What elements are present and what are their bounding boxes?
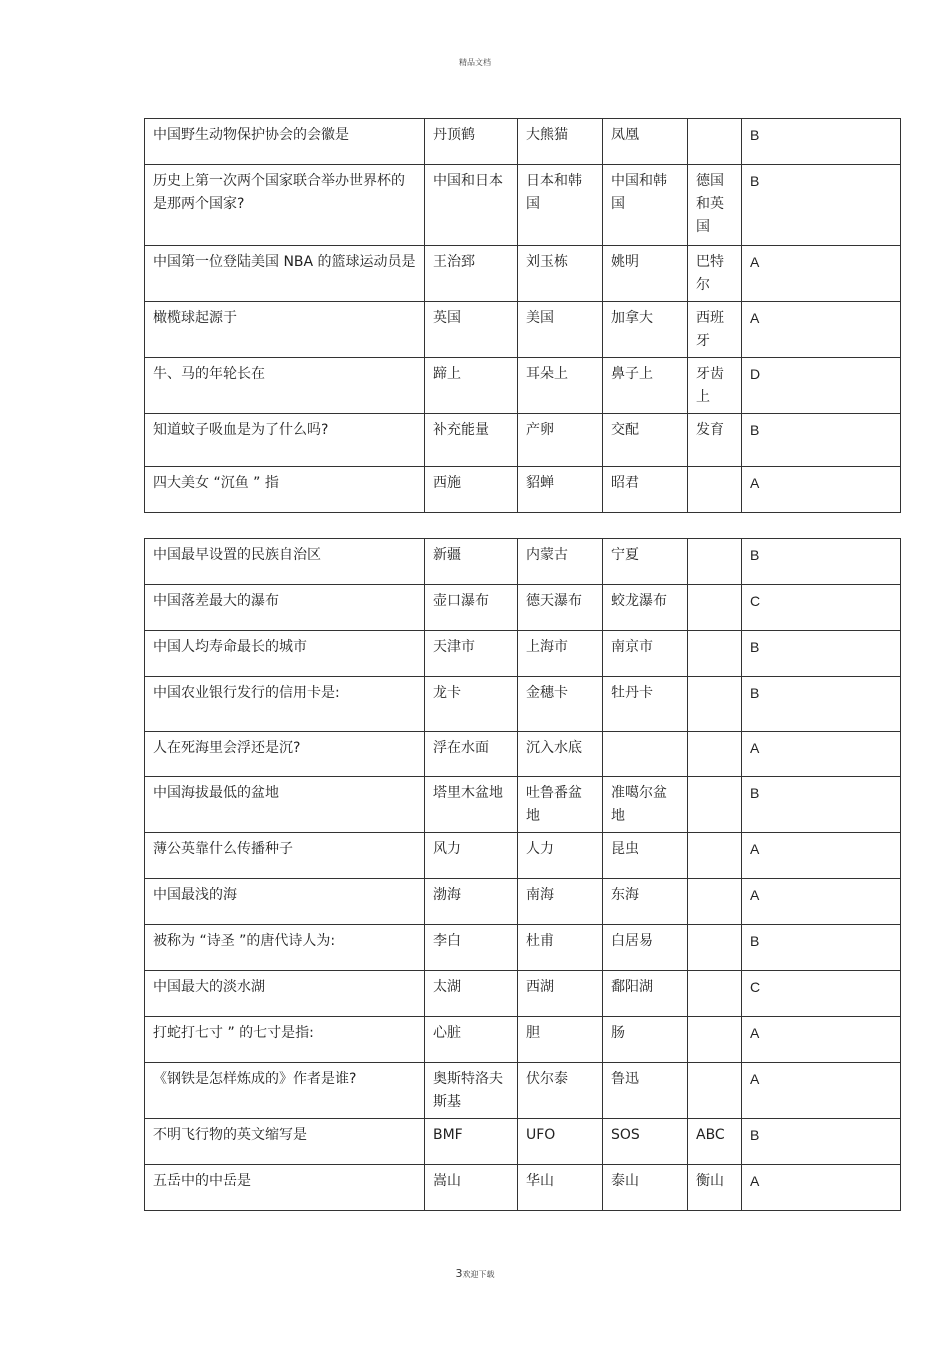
table-row [145, 833, 901, 879]
option-c-cell: 鲁迅 [603, 1063, 688, 1119]
option-d-cell [688, 925, 742, 971]
option-a-cell: 太湖 [425, 971, 518, 1017]
option-d-cell: ABC [688, 1119, 742, 1165]
table-row [145, 777, 901, 833]
option-c-cell: 昭君 [603, 467, 688, 513]
answer-cell: B [742, 165, 901, 246]
option-b-cell: 耳朵上 [518, 358, 603, 414]
question-cell: 中国农业银行发行的信用卡是: [145, 677, 425, 732]
option-a-cell: 龙卡 [425, 677, 518, 732]
option-c-cell: 姚明 [603, 246, 688, 302]
option-c-cell: 牡丹卡 [603, 677, 688, 732]
option-d-cell [688, 777, 742, 833]
table-row [145, 246, 901, 302]
option-c-cell: 鄱阳湖 [603, 971, 688, 1017]
answer-cell: A [742, 246, 901, 302]
option-b-cell: 华山 [518, 1165, 603, 1211]
option-a-cell: 壶口瀑布 [425, 585, 518, 631]
quiz-table-2 [144, 538, 901, 1211]
answer-cell: A [742, 302, 901, 358]
option-b-cell: 刘玉栋 [518, 246, 603, 302]
page-number: 3 [455, 1267, 463, 1280]
table-row [145, 732, 901, 777]
answer-cell: A [742, 1165, 901, 1211]
option-a-cell: 李白 [425, 925, 518, 971]
table-row [145, 119, 901, 165]
table-row [145, 1017, 901, 1063]
option-d-cell: 衡山 [688, 1165, 742, 1211]
option-b-cell: 金穗卡 [518, 677, 603, 732]
option-b-cell: 大熊猫 [518, 119, 603, 165]
option-c-cell: SOS [603, 1119, 688, 1165]
question-cell: 四大美女 “沉鱼 ” 指 [145, 467, 425, 513]
answer-cell: B [742, 414, 901, 467]
answer-cell: B [742, 677, 901, 732]
option-c-cell: 蛟龙瀑布 [603, 585, 688, 631]
option-a-cell: 风力 [425, 833, 518, 879]
option-a-cell: 西施 [425, 467, 518, 513]
table-row [145, 302, 901, 358]
option-b-cell: 伏尔泰 [518, 1063, 603, 1119]
question-cell: 不明飞行物的英文缩写是 [145, 1119, 425, 1165]
option-c-cell: 鼻子上 [603, 358, 688, 414]
option-c-cell: 南京市 [603, 631, 688, 677]
answer-cell: C [742, 585, 901, 631]
answer-cell: A [742, 879, 901, 925]
answer-cell: A [742, 467, 901, 513]
question-cell: 知道蚊子吸血是为了什么吗? [145, 414, 425, 467]
option-b-cell: 人力 [518, 833, 603, 879]
answer-cell: A [742, 732, 901, 777]
page-footer [0, 1267, 950, 1280]
answer-cell: B [742, 925, 901, 971]
option-b-cell: 上海市 [518, 631, 603, 677]
option-d-cell [688, 732, 742, 777]
option-d-cell [688, 119, 742, 165]
option-d-cell [688, 631, 742, 677]
option-b-cell: 胆 [518, 1017, 603, 1063]
option-a-cell: 渤海 [425, 879, 518, 925]
question-cell: 《钢铁是怎样炼成的》作者是谁? [145, 1063, 425, 1119]
option-d-cell: 牙齿上 [688, 358, 742, 414]
option-d-cell [688, 467, 742, 513]
table-row [145, 879, 901, 925]
question-cell: 牛、马的年轮长在 [145, 358, 425, 414]
option-d-cell [688, 879, 742, 925]
answer-cell: B [742, 119, 901, 165]
option-c-cell: 泰山 [603, 1165, 688, 1211]
answer-cell: C [742, 971, 901, 1017]
option-c-cell: 宁夏 [603, 539, 688, 585]
option-c-cell: 昆虫 [603, 833, 688, 879]
option-c-cell: 白居易 [603, 925, 688, 971]
option-b-cell: 貂蝉 [518, 467, 603, 513]
answer-cell: A [742, 1063, 901, 1119]
option-b-cell: 吐鲁番盆地 [518, 777, 603, 833]
table-row [145, 467, 901, 513]
option-b-cell: 德天瀑布 [518, 585, 603, 631]
option-a-cell: 天津市 [425, 631, 518, 677]
option-b-cell: 产卵 [518, 414, 603, 467]
option-d-cell [688, 971, 742, 1017]
quiz-table-1 [144, 118, 901, 513]
question-cell: 薄公英靠什么传播种子 [145, 833, 425, 879]
option-a-cell: 奥斯特洛夫斯基 [425, 1063, 518, 1119]
question-cell: 中国最早设置的民族自治区 [145, 539, 425, 585]
question-cell: 五岳中的中岳是 [145, 1165, 425, 1211]
option-a-cell: 心脏 [425, 1017, 518, 1063]
option-d-cell: 巴特尔 [688, 246, 742, 302]
table-row [145, 925, 901, 971]
option-c-cell: 交配 [603, 414, 688, 467]
option-a-cell: 丹顶鹤 [425, 119, 518, 165]
option-a-cell: 蹄上 [425, 358, 518, 414]
option-c-cell: 东海 [603, 879, 688, 925]
option-c-cell [603, 732, 688, 777]
question-cell: 历史上第一次两个国家联合举办世界杯的是那两个国家? [145, 165, 425, 246]
option-c-cell: 准噶尔盆地 [603, 777, 688, 833]
option-a-cell: 浮在水面 [425, 732, 518, 777]
option-c-cell: 加拿大 [603, 302, 688, 358]
option-b-cell: 西湖 [518, 971, 603, 1017]
option-d-cell [688, 677, 742, 732]
option-d-cell: 德国和英国 [688, 165, 742, 246]
option-a-cell: 补充能量 [425, 414, 518, 467]
question-cell: 中国第一位登陆美国 NBA 的篮球运动员是 [145, 246, 425, 302]
answer-cell: A [742, 833, 901, 879]
option-a-cell: 英国 [425, 302, 518, 358]
option-a-cell: 嵩山 [425, 1165, 518, 1211]
option-d-cell [688, 585, 742, 631]
option-b-cell: 南海 [518, 879, 603, 925]
option-a-cell: 塔里木盆地 [425, 777, 518, 833]
option-b-cell: 美国 [518, 302, 603, 358]
option-b-cell: 沉入水底 [518, 732, 603, 777]
question-cell: 被称为 “诗圣 ”的唐代诗人为: [145, 925, 425, 971]
answer-cell: A [742, 1017, 901, 1063]
option-b-cell: 杜甫 [518, 925, 603, 971]
option-d-cell: 发育 [688, 414, 742, 467]
option-b-cell: UFO [518, 1119, 603, 1165]
option-c-cell: 肠 [603, 1017, 688, 1063]
question-cell: 人在死海里会浮还是沉? [145, 732, 425, 777]
option-a-cell: BMF [425, 1119, 518, 1165]
question-cell: 中国人均寿命最长的城市 [145, 631, 425, 677]
table-row [145, 358, 901, 414]
option-d-cell [688, 1063, 742, 1119]
table-row [145, 165, 901, 246]
question-cell: 中国最浅的海 [145, 879, 425, 925]
option-d-cell [688, 1017, 742, 1063]
table-row [145, 1119, 901, 1165]
option-c-cell: 凤凰 [603, 119, 688, 165]
option-a-cell: 中国和日本 [425, 165, 518, 246]
page-header: 精品文档 [459, 58, 491, 67]
option-a-cell: 王治郅 [425, 246, 518, 302]
answer-cell: B [742, 777, 901, 833]
table-row [145, 414, 901, 467]
answer-cell: D [742, 358, 901, 414]
option-a-cell: 新疆 [425, 539, 518, 585]
question-cell: 中国海拔最低的盆地 [145, 777, 425, 833]
question-cell: 中国最大的淡水湖 [145, 971, 425, 1017]
option-b-cell: 内蒙古 [518, 539, 603, 585]
option-b-cell: 日本和韩国 [518, 165, 603, 246]
option-c-cell: 中国和韩国 [603, 165, 688, 246]
question-cell: 橄榄球起源于 [145, 302, 425, 358]
table-row [145, 971, 901, 1017]
answer-cell: B [742, 539, 901, 585]
question-cell: 中国落差最大的瀑布 [145, 585, 425, 631]
table-row [145, 585, 901, 631]
answer-cell: B [742, 1119, 901, 1165]
option-d-cell [688, 539, 742, 585]
question-cell: 打蛇打七寸 ” 的七寸是指: [145, 1017, 425, 1063]
question-cell: 中国野生动物保护协会的会徽是 [145, 119, 425, 165]
option-d-cell: 西班牙 [688, 302, 742, 358]
table-row [145, 677, 901, 732]
footer-text: 欢迎下载 [462, 1270, 495, 1279]
table-row [145, 539, 901, 585]
table-row [145, 1165, 901, 1211]
option-d-cell [688, 833, 742, 879]
answer-cell: B [742, 631, 901, 677]
table-row [145, 1063, 901, 1119]
table-row [145, 631, 901, 677]
